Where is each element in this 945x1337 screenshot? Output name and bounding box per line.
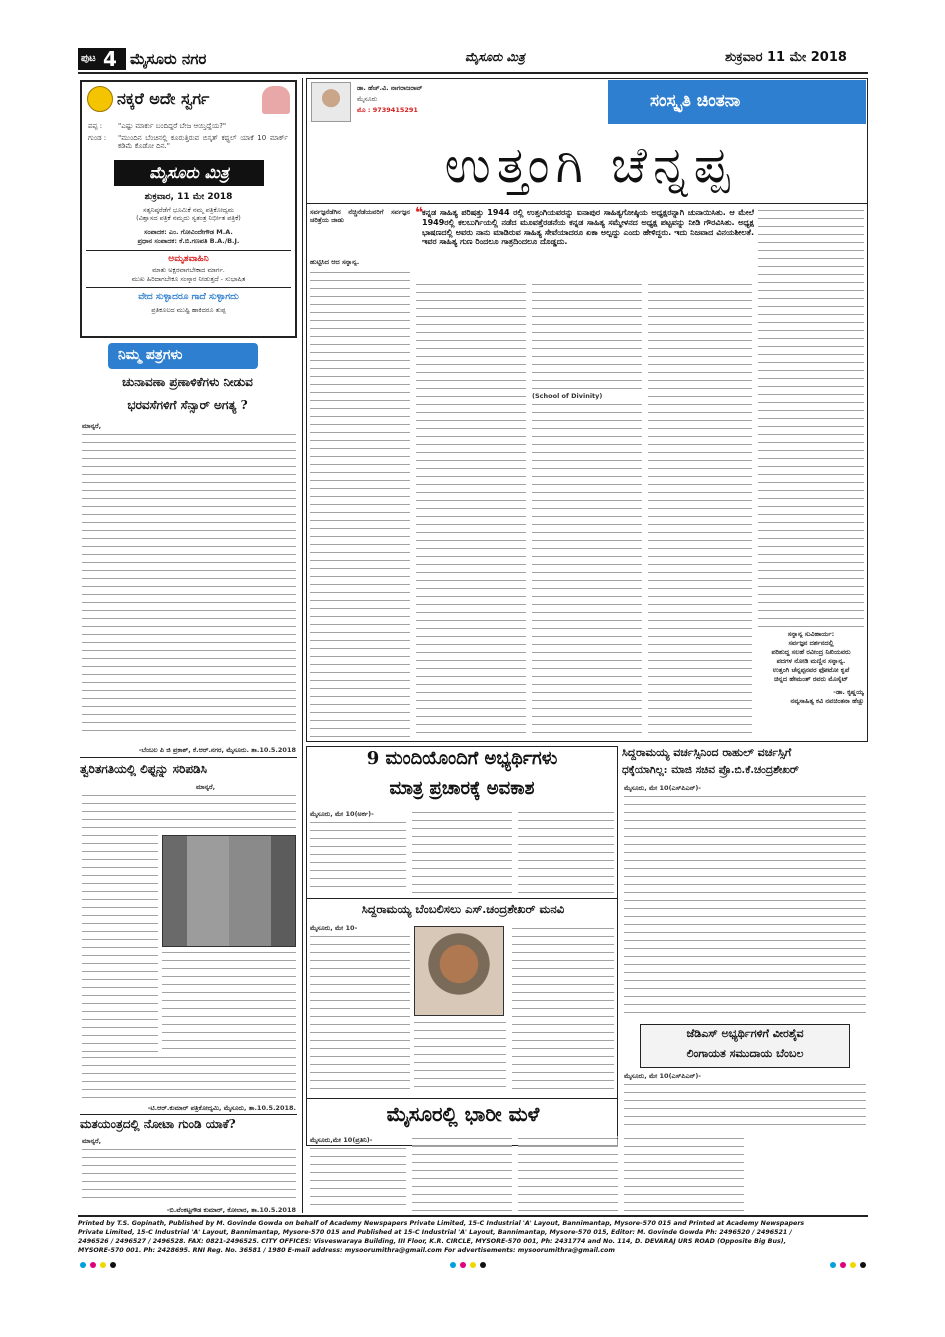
letter1-title-b: ಭರವಸೆಗಳಿಗೆ ಸೆನ್ಸಾರ್ ಅಗತ್ಯ ? xyxy=(127,398,248,412)
lift-photo xyxy=(162,835,296,947)
letter1-title-a: ಚುನಾವಣಾ ಪ್ರಣಾಳಿಕೆಗಳು ನೀಡುವ xyxy=(122,375,253,389)
joke-line2-label: ಗುಂಡ : xyxy=(88,134,107,142)
news3-body-1 xyxy=(310,1146,406,1212)
page-number: 4 xyxy=(103,47,117,71)
imprint-line2: Private Limited, 15-C Industrial 'A' Layout, Bannimantap, Mysore-570 015 and Published at 15-C Industrial 'A' Layout, Bannimantap, Mysore-570 015, Editor: M. Govinde Gowda Ph: 2496520 / 2496521 / xyxy=(78,1229,792,1236)
news1-body-1 xyxy=(310,820,406,894)
dot-yellow xyxy=(100,1262,106,1268)
joke-line1: "ಎಷ್ಟು ಮಾರ್ಕು ಬಂದಿದ್ದರೆ ಬೇಜ ಆಯ್ತಿದ್ದೆಯ?" xyxy=(118,122,227,130)
column-footnote5: ಉತ್ತಂಗಿ ಚೆನ್ನಪ್ಪನವರ ಫೋಟೋ ಕೃಪೆ xyxy=(772,666,850,674)
divider xyxy=(80,757,297,758)
divider xyxy=(86,250,291,251)
author-name: ಡಾ. ಹೆಚ್.ವಿ. ನಾಗರಾಜರಾವ್ xyxy=(357,84,423,92)
column-body-3b xyxy=(532,402,642,740)
column-footnote6: ಚಿನ್ನದ ಹೇಮಂತ್ ರವರು ಮೊಸೈಟ್ xyxy=(774,675,848,683)
amrita-title: ಅಮೃತವಾಹಿನಿ xyxy=(168,254,209,264)
news4-headline-b: ಧಕ್ಕೆಯಾಗಿಲ್ಲ: ಮಾಜಿ ಸಚಿವ ಪ್ರೊ.ಬಿ.ಕೆ.ಚಂದ್ರಶೇಖರ್ xyxy=(622,764,799,776)
news2-body-1 xyxy=(310,934,410,1094)
editor-line1: ಸಂಪಾದಕ: ಎಂ. ಗೋವಿಂದೇಗೌಡ M.A. xyxy=(144,228,233,236)
author-photo xyxy=(311,82,351,122)
editor-line2: ಪ್ರಧಾನ ಸಂಪಾದಕ: ಕೆ.ಬಿ.ಗಣಪತಿ B.A./B.J. xyxy=(137,237,240,245)
news5-dateline: ಮೈಸೂರು, ಮೇ 10(ಎಸ್‌ಪಿಎನ್)- xyxy=(624,1072,702,1080)
dot-yellow xyxy=(850,1262,856,1268)
column-kicker: ಸರ್ವಜ್ಞನೆಡೆಗಿನ ನೆಚ್ಚಿನೆಡೆಯವರಿಗೆ ಸರ್ವಜ್ಞನ ಚರಿತ್ರೆಯ ಜಾಡು xyxy=(310,208,410,225)
school-term: (School of Divinity) xyxy=(532,392,603,400)
header-date: ಶುಕ್ರವಾರ 11 ಮೇ 2018 xyxy=(725,50,847,65)
joke-box xyxy=(80,80,297,338)
column-footnote3: ಪರಿಶುದ್ಧ ಸಲಹೆ ರವೀಂದ್ರ ನಿಖಿಯವರು xyxy=(771,648,851,656)
divider xyxy=(80,1114,297,1115)
masthead-logo-text: ಮೈಸೂರು ಮಿತ್ರ xyxy=(149,163,229,182)
column-body-2 xyxy=(416,282,526,740)
letters-banner-text: ನಿಮ್ಮ ಪತ್ರಗಳು xyxy=(118,347,183,363)
column-quote: ಕನ್ನಡ ಸಾಹಿತ್ಯ ಪರಿಷತ್ತು 1944 ರಲ್ಲಿ ಉತ್ತಂಗಿಯವರನ್ನು ಐನಾಪುರ ಸಾಹಿತ್ಯಗೋಷ್ಠಿಯ ಅಧ್ಯಕ್ಷರನ್ನಾಗಿ ಚುನಾಯಿಸಿತು. ಆ ಮೇಲೆ 1949ರಲ್ಲಿ ಕಲಬುರ್ಗಿಯಲ್ಲಿ ನಡೆದ ಮೂವತ್ತೆರಡನೆಯ ಕನ್ನಡ ಸಾಹಿತ್ಯ ಸಮ್ಮೇಳನದ ಅಧ್ಯಕ್ಷ ಪಟ್ಟವನ್ನು ನೀಡಿ ಗೌರವಿಸಿತು. ಅಧ್ಯಕ್ಷ ಭಾಷಣದಲ್ಲಿ ಅವರು ನಾನು ಮಾಡಿರುವ ಸಾಹಿತ್ಯ ಸೇವೆಯಾದರೂ ಏಕಾ ಅಲ್ಪದ್ದು ಎಂದು ಹೇಳಿದ್ದರು. ಇದು ನಿಜವಾದ ವಿನಯಶೀಲತೆ. ಇವರ ಸಾಹಿತ್ಯ ಗುಣ ರಿಂದಲೂ ಗಾತ್ರದಿಂದಲೂ ದೊಡ್ಡದು. xyxy=(422,208,754,247)
masthead-logo xyxy=(114,160,264,186)
page-number-badge xyxy=(78,48,126,70)
registration-marks xyxy=(78,1262,868,1270)
amrita-line1: ಮಾತು ಅಕ್ಷರವಾಗಬೇಕಾದ ಮಾರ್ಗ. xyxy=(152,266,225,274)
letter2-body-right xyxy=(162,950,296,1050)
column-sign2: ನವ್ಯಸಾಹಿತ್ಯ ಕವಿ ನವಚಿಂತನಾ ಹೆಚ್ಚು xyxy=(790,697,864,705)
quote-mark-open: ❝ xyxy=(415,205,424,221)
author-phone: ಮೊ : 9739415291 xyxy=(357,106,418,114)
dot-black xyxy=(110,1262,116,1268)
column-footnote1: ಸನ್ನಾನ್ಯ ಸುವಿಹಾರ್ಯ: xyxy=(787,630,835,638)
letter2-salute: ಮಾನ್ಯರೆ, xyxy=(196,783,216,791)
news2-headline: ಸಿದ್ದರಾಮಯ್ಯ ಬೆಂಬಲಿಸಲು ಎಸ್.ಚಂದ್ರಶೇಖರ್ ಮನವಿ xyxy=(361,902,565,916)
letter2-body-bottom xyxy=(82,1055,296,1100)
column-sign: -ಡಾ. ಕೃಷ್ಣಯ್ಯ xyxy=(833,688,864,696)
dot-cyan xyxy=(450,1262,456,1268)
letter3-salute: ಮಾನ್ಯರೆ, xyxy=(82,1137,102,1145)
news1-body-2 xyxy=(412,810,512,894)
news1-body-3 xyxy=(518,810,614,894)
news4-body xyxy=(624,794,866,1020)
letter1-sign: -ಬೆಂಬಲ ಪಿ ಜಿ ಪ್ರಕಾಶ್, ಕೆ.ಆರ್.ನಗರ, ಮೈಸೂರು. ತಾ.10.5.2018 xyxy=(138,746,296,754)
divider xyxy=(306,1098,618,1099)
news1-headline-a: 9 ಮಂದಿಯೊಂದಿಗೆ ಅಭ್ಯರ್ಥಿಗಳು xyxy=(366,748,558,769)
news5-body xyxy=(624,1082,866,1132)
letter1-body xyxy=(82,432,296,732)
divider xyxy=(306,898,618,899)
section-title: ಮೈಸೂರು ನಗರ xyxy=(130,50,207,68)
news3-body-4 xyxy=(624,1136,744,1212)
news5-headline-b: ಲಿಂಗಾಯತ ಸಮುದಾಯ ಬೆಂಬಲ xyxy=(686,1047,804,1060)
news3-body-3 xyxy=(518,1136,618,1212)
letter2-sign: -ಟಿ.ಆರ್.ಕುಮಾರ್ ಪತ್ರಿಕೋದ್ಯಮಿ, ಮೈಸೂರು, ತಾ.10.5.2018. xyxy=(147,1104,296,1112)
masthead-info1: ಸತ್ಯನಿಷ್ಠರೆಡೆಗೆ ಭೂಮಿಕೆ ನಮ್ಮ ಪತ್ರಿಕೋದ್ಯಮ xyxy=(143,206,234,214)
dot-magenta xyxy=(840,1262,846,1268)
author-place: ಮೈಸೂರು xyxy=(357,95,378,103)
dot-magenta xyxy=(90,1262,96,1268)
series-title: ಸಂಸ್ಕೃತಿ ಚಿಂತನಾ xyxy=(650,91,741,111)
divider xyxy=(86,287,291,288)
masthead-small: ಮೈಸೂರು ಮಿತ್ರ xyxy=(465,50,525,64)
imprint-line4: MYSORE-570 001. Ph: 2428695. RNI Reg. No. 36581 / 1980 E-mail address: mysoorumithra@gmail.com For advertisements: mysoorumithra@gmail.com xyxy=(78,1247,615,1254)
news3-headline: ಮೈಸೂರಲ್ಲಿ ಭಾರೀ ಮಳೆ xyxy=(386,1102,540,1126)
candidate-photo xyxy=(414,926,504,1016)
footer-rule xyxy=(78,1215,868,1217)
dot-cyan xyxy=(830,1262,836,1268)
imprint-line1: Printed by T.S. Gopinath, Published by M. Govinde Gowda on behalf of Academy Newspapers Private Limited, 15-C Industrial 'A' Layout, Bannimantap, Mysore-570 015 and Printed at Academy Newspapers xyxy=(78,1220,805,1227)
column-divider xyxy=(302,78,303,1213)
cartoon-icon xyxy=(262,86,290,114)
joke-title: ನಕ್ಕರೆ ಅದೇ ಸ್ವರ್ಗ xyxy=(117,89,210,108)
news3-dateline: ಮೈಸೂರು,ಮೇ 10(ಪ್ರತಿನಿ)- xyxy=(310,1136,373,1144)
news2-body-2 xyxy=(414,1020,506,1094)
joke-line2: "ಮುಂದಿನ ಬೆಂಚಿನಲ್ಲಿ ಕೂರುತ್ತಿರುವ ಬಿಸ್ಕತ್ ಕಥ್ಥಲ್ ಯಾಕೆ 10 ಮಾರ್ಕ್ ಕಡಿಮೆ ಕೊಡೋ ದಿನ." xyxy=(118,134,288,151)
column-body-3a xyxy=(532,282,642,390)
letter2-title: ತ್ವರಿತಗತಿಯಲ್ಲಿ ಲಿಫ್ಟನ್ನು ಸರಿಪಡಿಸಿ xyxy=(80,762,207,776)
news3-body-2 xyxy=(412,1136,512,1212)
news5-headline-a: ಜೆಡಿಎಸ್ ಅಭ್ಯರ್ಥಿಗಳಿಗೆ ವೀರಶೈವ xyxy=(686,1027,804,1040)
masthead-info2: (ವಿಶ್ವಾಸದ ಪತ್ರಿಕೆ ನಮ್ಮದು ಸ್ವತಂತ್ರ ನಿರ್ಭೀತ ಪತ್ರಿಕೆ) xyxy=(136,214,241,222)
column-headline: ಉತ್ತಂಗಿ ಚೆನ್ನಪ್ಪ xyxy=(444,136,736,194)
divider xyxy=(306,203,868,204)
news1-dateline: ಮೈಸೂರು, ಮೇ 10(ಅರ್ಕ)- xyxy=(310,810,374,818)
column-body-4 xyxy=(648,282,752,740)
dot-cyan xyxy=(80,1262,86,1268)
news1-headline-b: ಮಾತ್ರ ಪ್ರಚಾರಕ್ಕೆ ಅವಕಾಶ xyxy=(389,778,535,799)
dot-yellow xyxy=(470,1262,476,1268)
letter2-body-top xyxy=(82,793,296,831)
veda-title: ವೇದ ಸುಳ್ಳಾದರೂ ಗಾದೆ ಸುಳ್ಳಾಗದು xyxy=(138,292,239,302)
letter3-title: ಮತಯಂತ್ರದಲ್ಲಿ ನೋಟಾ ಗುಂಡಿ ಯಾಕೆ? xyxy=(80,1117,236,1131)
header-rule xyxy=(78,72,868,74)
masthead-date: ಶುಕ್ರವಾರ, 11 ಮೇ 2018 xyxy=(144,192,233,202)
dot-magenta xyxy=(460,1262,466,1268)
letter3-body xyxy=(82,1147,296,1202)
joke-line1-label: ಪಪ್ಪ : xyxy=(88,122,103,130)
series-banner xyxy=(608,80,866,124)
veda-line: ಪ್ರತಿಕೂಲದ ಮುಷ್ಟಿ ಹಾಕಿದರೂ ತುಪ್ಪ xyxy=(151,306,226,314)
news4-headline-a: ಸಿದ್ದರಾಮಯ್ಯ ವರ್ಚಸ್ಸಿನಿಂದ ರಾಹುಲ್ ವರ್ಚಸ್ಸಿಗೆ xyxy=(622,746,792,759)
news2-body-3 xyxy=(512,926,614,1094)
news4-dateline: ಮೈಸೂರು, ಮೇ 10(ಎಸ್‌ಪಿಎನ್)- xyxy=(624,784,702,792)
news2-dateline: ಮೈಸೂರು, ಮೇ 10- xyxy=(310,924,358,932)
column-body-1 xyxy=(310,270,410,740)
column-footnote2: ಸರ್ವಜ್ಞನ ದರ್ಶನದಲ್ಲಿ xyxy=(788,639,834,647)
amrita-line2: ಮುಖ ಹಿರಿದಾಗಬೇಕೂ ಸಂಸ್ಕಾರ ನೀಡುತ್ತದೆ - ಸುಭಾಷಿತ xyxy=(131,275,246,283)
letter3-sign: -ಬಿ.ವೆಂಕಟ್ಟಗೌಡ ಕುಮಾರ್, ಕೋಲಾರ, ತಾ.10.5.2018 xyxy=(166,1206,296,1214)
column-body-5 xyxy=(758,208,864,628)
page-label: ಪುಟ xyxy=(81,53,96,64)
letter2-body-left xyxy=(82,833,158,1053)
letter1-salute: ಮಾನ್ಯರೆ, xyxy=(82,422,102,430)
column-kicker2: ಹುಟ್ಟಿಸಿದ ಆದ ಸನ್ನಾನ್ಯ. xyxy=(310,258,360,266)
dot-black xyxy=(480,1262,486,1268)
letters-banner xyxy=(108,343,258,369)
imprint-line3: 2496526 / 2496527 / 2496528. FAX: 0821-2496525. CITY OFFICES: Visveswaraya Building, III Floor, K.R. CIRCLE, MYSORE-570 001, Ph: 2431774 and No. 114, D. DEVARAJ URS ROAD (Opposite Big Bus), xyxy=(78,1238,786,1245)
laughing-face-icon xyxy=(87,86,113,112)
column-footnote4: ಪದಗಳ ನೋಡಿ ಮಣ್ಣಿನ ಸನ್ನಾನ್ಯ. xyxy=(776,657,846,665)
dot-black xyxy=(860,1262,866,1268)
